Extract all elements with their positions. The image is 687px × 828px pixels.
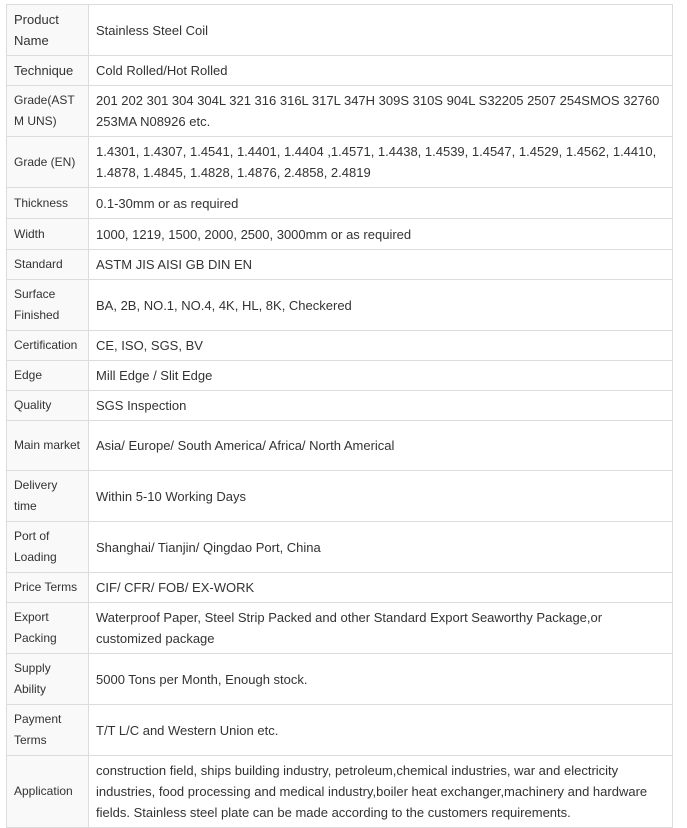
row-label-price-terms: Price Terms <box>7 573 89 603</box>
row-label-export-packing: Export Packing <box>7 603 89 654</box>
row-label-application: Application <box>7 756 89 828</box>
table-row <box>7 603 673 654</box>
row-value-delivery-time: Within 5-10 Working Days <box>89 471 673 522</box>
table-row <box>7 5 673 56</box>
table-row <box>7 471 673 522</box>
row-value-main-market: Asia/ Europe/ South America/ Africa/ North Americal <box>89 421 673 471</box>
row-value-edge: Mill Edge / Slit Edge <box>89 361 673 391</box>
row-value-surface-finished: BA, 2B, NO.1, NO.4, 4K, HL, 8K, Checkered <box>89 280 673 331</box>
table-row <box>7 86 673 137</box>
row-label-delivery-time: Delivery time <box>7 471 89 522</box>
table-row <box>7 573 673 603</box>
row-value-quality: SGS Inspection <box>89 391 673 421</box>
row-value-export-packing: Waterproof Paper, Steel Strip Packed and other Standard Export Seaworthy Package,or customized package <box>89 603 673 654</box>
row-value-standard: ASTM JIS AISI GB DIN EN <box>89 250 673 280</box>
row-value-thickness: 0.1-30mm or as required <box>89 188 673 219</box>
row-label-product-name: Product Name <box>7 5 89 56</box>
table-row <box>7 391 673 421</box>
row-label-thickness: Thickness <box>7 188 89 219</box>
row-label-grade-en: Grade (EN) <box>7 137 89 188</box>
row-label-surface-finished: Surface Finished <box>7 280 89 331</box>
table-row <box>7 331 673 361</box>
table-row <box>7 705 673 756</box>
row-value-application: construction field, ships building industry, petroleum,chemical industries, war and electricity industries, food processing and medical industry,boiler heat exchanger,machinery and hardware fields. Stainless steel plate can be made according to the customers requirements. <box>89 756 673 828</box>
row-value-certification: CE, ISO, SGS, BV <box>89 331 673 361</box>
row-label-edge: Edge <box>7 361 89 391</box>
row-label-grade-astm: Grade(ASTM UNS) <box>7 86 89 137</box>
row-label-supply-ability: Supply Ability <box>7 654 89 705</box>
table-row <box>7 280 673 331</box>
table-row <box>7 421 673 471</box>
row-value-supply-ability: 5000 Tons per Month, Enough stock. <box>89 654 673 705</box>
row-label-payment-terms: Payment Terms <box>7 705 89 756</box>
table-row <box>7 188 673 219</box>
row-value-payment-terms: T/T L/C and Western Union etc. <box>89 705 673 756</box>
row-value-width: 1000, 1219, 1500, 2000, 2500, 3000mm or as required <box>89 219 673 250</box>
row-value-product-name: Stainless Steel Coil <box>89 5 673 56</box>
table-row <box>7 250 673 280</box>
table-row <box>7 522 673 573</box>
table-row <box>7 756 673 828</box>
row-label-standard: Standard <box>7 250 89 280</box>
row-label-technique: Technique <box>7 56 89 86</box>
spec-table <box>6 4 673 828</box>
row-value-grade-astm: 201 202 301 304 304L 321 316 316L 317L 347H 309S 310S 904L S32205 2507 254SMOS 32760 253MA N08926 etc. <box>89 86 673 137</box>
row-label-main-market: Main market <box>7 421 89 471</box>
table-row <box>7 654 673 705</box>
row-label-port-of-loading: Port of Loading <box>7 522 89 573</box>
row-label-width: Width <box>7 219 89 250</box>
row-label-certification: Certification <box>7 331 89 361</box>
table-row <box>7 361 673 391</box>
row-label-quality: Quality <box>7 391 89 421</box>
table-row <box>7 219 673 250</box>
row-value-grade-en: 1.4301, 1.4307, 1.4541, 1.4401, 1.4404 ,1.4571, 1.4438, 1.4539, 1.4547, 1.4529, 1.4562, 1.4410, 1.4878, 1.4845, 1.4828, 1.4876, 2.4858, 2.4819 <box>89 137 673 188</box>
row-value-price-terms: CIF/ CFR/ FOB/ EX-WORK <box>89 573 673 603</box>
table-row <box>7 56 673 86</box>
row-value-technique: Cold Rolled/Hot Rolled <box>89 56 673 86</box>
table-row <box>7 137 673 188</box>
row-value-port-of-loading: Shanghai/ Tianjin/ Qingdao Port, China <box>89 522 673 573</box>
